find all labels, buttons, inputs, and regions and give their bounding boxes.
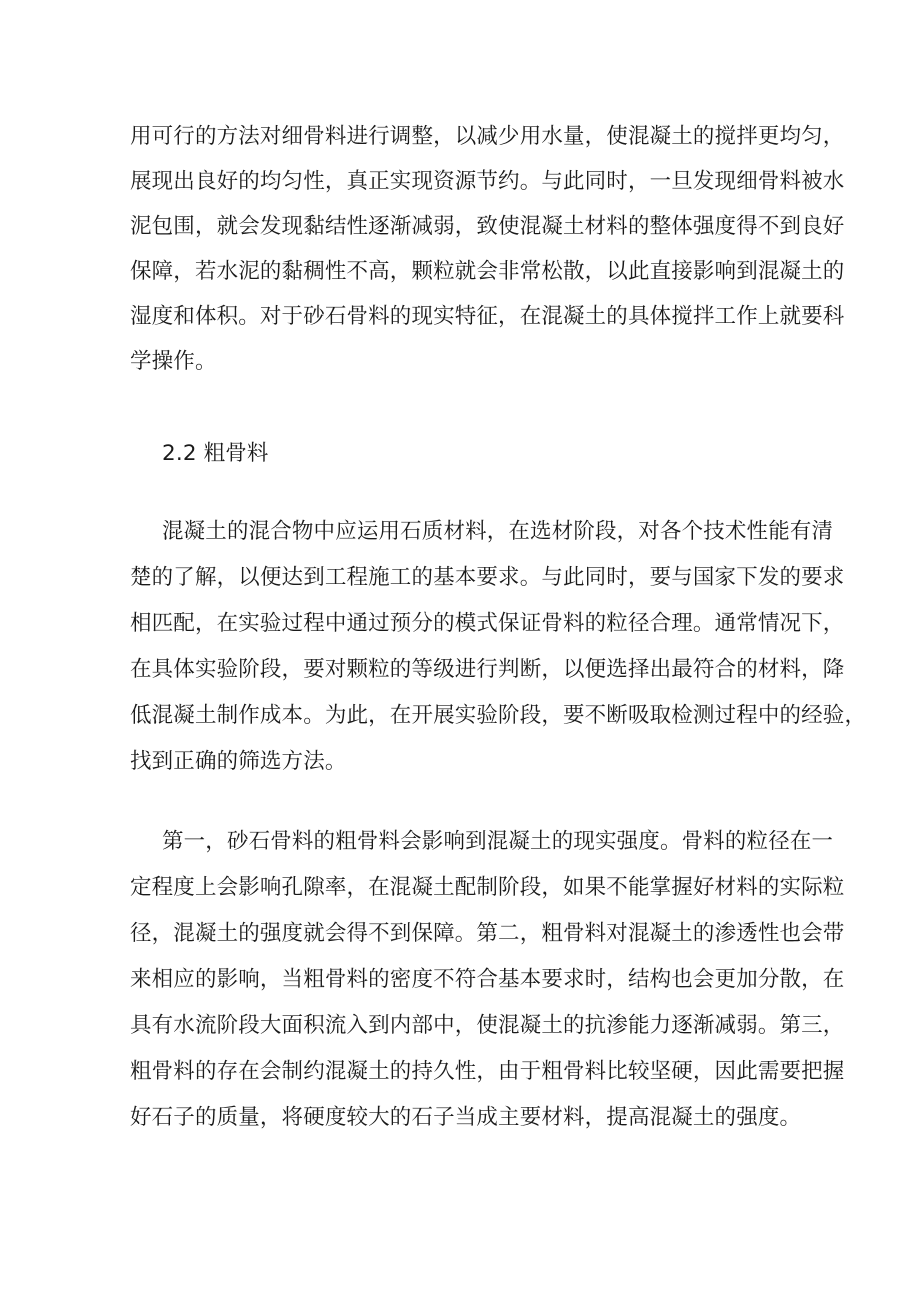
paragraph-line: 在具体实验阶段，要对颗粒的等级进行判断，以便选择出最符合的材料，降 [130, 657, 845, 682]
paragraph-line: 定程度上会影响孔隙率，在混凝土配制阶段，如果不能掌握好材料的实际粒 [130, 875, 845, 900]
paragraph-line: 湿度和体积。对于砂石骨料的现实特征，在混凝土的具体搅拌工作上就要科 [130, 304, 845, 329]
paragraph-line: 用可行的方法对细骨料进行调整，以减少用水量，使混凝土的搅拌更均匀， [130, 124, 845, 149]
paragraph-line: 径，混凝土的强度就会得不到保障。第二，粗骨料对混凝土的渗透性也会带 [130, 921, 845, 946]
paragraph-line: 楚的了解，以便达到工程施工的基本要求。与此同时，要与国家下发的要求 [130, 565, 845, 590]
paragraph-line: 粗骨料的存在会制约混凝土的持久性，由于粗骨料比较坚硬，因此需要把握 [130, 1059, 845, 1084]
paragraph-line: 来相应的影响，当粗骨料的密度不符合基本要求时，结构也会更加分散，在 [130, 967, 845, 992]
paragraph-line: 学操作。 [130, 349, 217, 374]
paragraph-line: 具有水流阶段大面积流入到内部中，使混凝土的抗渗能力逐渐减弱。第三， [130, 1013, 845, 1038]
paragraph-line: 低混凝土制作成本。为此，在开展实验阶段，要不断吸取检测过程中的经验， [130, 703, 867, 728]
paragraph-line: 混凝土的混合物中应运用石质材料，在选材阶段，对各个技术性能有清 [162, 519, 834, 544]
paragraph-line: 保障，若水泥的黏稠性不高，颗粒就会非常松散，以此直接影响到混凝土的 [130, 259, 845, 284]
paragraph-line: 第一，砂石骨料的粗骨料会影响到混凝土的现实强度。骨料的粒径在一 [162, 829, 834, 854]
paragraph-line: 泥包围，就会发现黏结性逐渐减弱，致使混凝土材料的整体强度得不到良好 [130, 214, 845, 239]
paragraph-line: 相匹配，在实验过程中通过预分的模式保证骨料的粒径合理。通常情况下， [130, 611, 845, 636]
paragraph-line: 展现出良好的均匀性，真正实现资源节约。与此同时，一旦发现细骨料被水 [130, 169, 845, 194]
section-heading: 2.2 粗骨料 [162, 441, 269, 466]
paragraph-line: 找到正确的筛选方法。 [130, 749, 347, 774]
paragraph-line: 好石子的质量，将硬度较大的石子当成主要材料，提高混凝土的强度。 [130, 1105, 802, 1130]
